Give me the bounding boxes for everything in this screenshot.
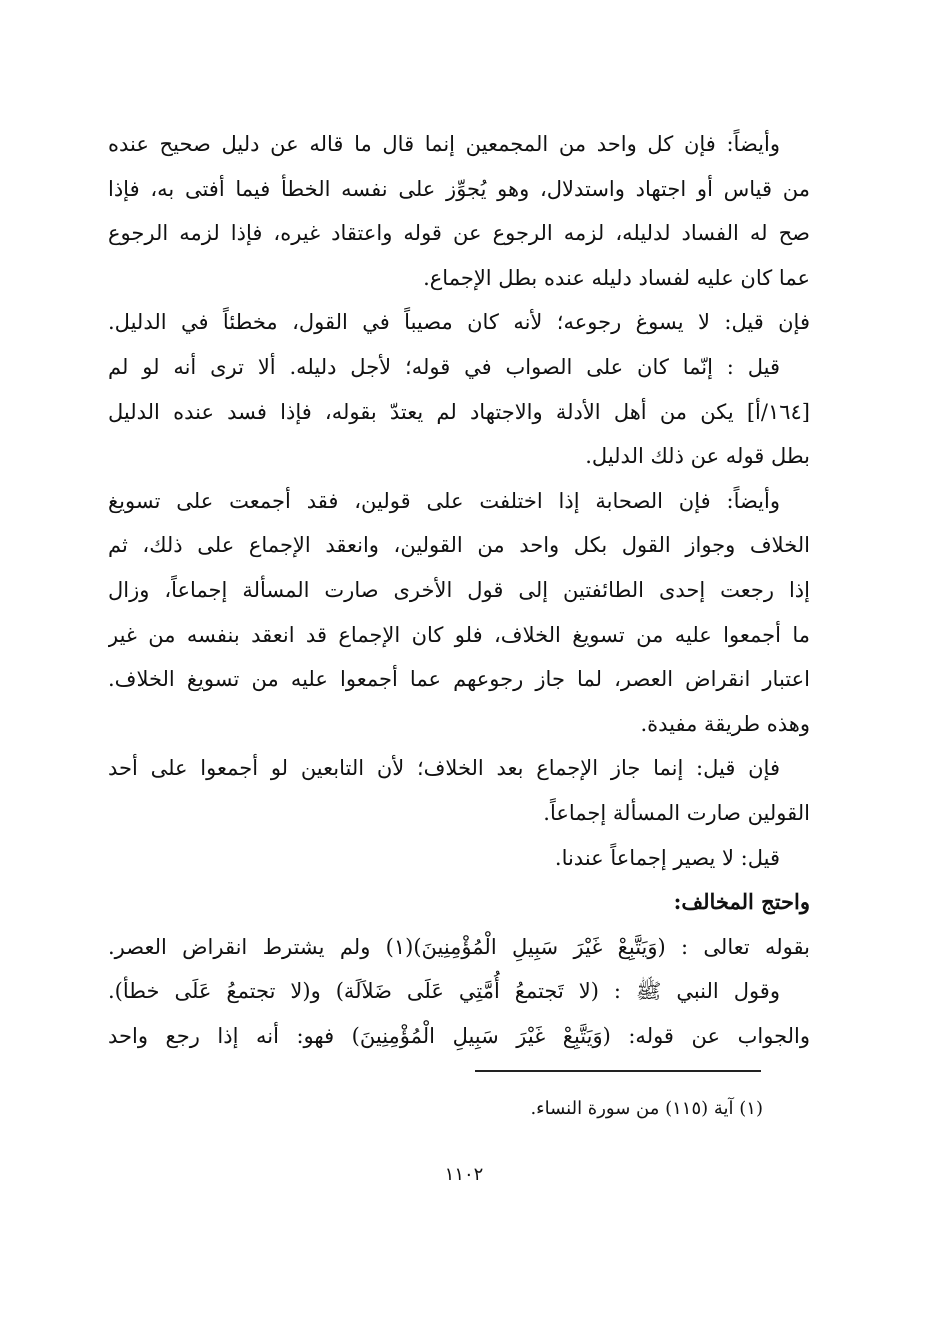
text-line: عما كان عليه لفساد دليله عنده بطل الإجماع. xyxy=(423,265,810,290)
text-line: [١٦٤/أ] يكن من أهل الأدلة والاجتهاد لم يعتدّ بقوله، فإذا فسد عنده الدليل xyxy=(108,399,810,424)
text-line: وقول النبي ﷺ : (لا تَجتمعُ أُمَّتِي عَلَى ضَلاَلَة) و(لا تجتمعُ عَلَى خطأ). xyxy=(108,979,780,1004)
text-line: الخلاف وجواز القول بكل واحد من القولين، وانعقد الإجماع على ذلك، ثم xyxy=(108,533,810,558)
text-line: بطل قوله عن ذلك الدليل. xyxy=(585,444,810,469)
text-line: وهذه طريقة مفيدة. xyxy=(640,711,810,736)
text-line: إذا رجعت إحدى الطائفتين إلى قول الأخرى صارت المسألة إجماعاً، وزال xyxy=(108,577,810,602)
footnote: (١) آية (١١٥) من سورة النساء. xyxy=(530,1098,763,1119)
text-line: بقوله تعالى : (وَيَتَّبِعْ غَيْرَ سَبِيلِ الْمُؤْمِنِينَ)(١) ولم يشترط انقراض العصر. xyxy=(108,934,810,959)
text-line: والجواب عن قوله: (وَيَتَّبِعْ غَيْرَ سَبِيلِ الْمُؤْمِنِينَ) فهو: أنه إذا رجع واحد xyxy=(108,1023,810,1048)
text-line: وأيضاً: فإن الصحابة إذا اختلفت على قولين، فقد أجمعت على تسويغ xyxy=(108,488,780,513)
text-line: فإن قيل: إنما جاز الإجماع بعد الخلاف؛ لأن التابعين لو أجمعوا على أحد xyxy=(108,756,780,781)
text-line: صح له الفساد لدليله، لزمه الرجوع عن قوله واعتقاد غيره، فإذا لزمه الرجوع xyxy=(108,221,810,246)
text-line: اعتبار انقراض العصر، لما جاز رجوعهم عما أجمعوا عليه من تسويغ الخلاف. xyxy=(108,667,810,692)
page-number: ١١٠٢ xyxy=(444,1164,484,1185)
text-line: فإن قيل: لا يسوغ رجوعه؛ لأنه كان مصيباً في القول، مخطئاً في الدليل. xyxy=(108,310,810,335)
footnote-separator xyxy=(475,1070,761,1072)
text-line: من قياس أو اجتهاد واستدلال، وهو يُجوِّز على نفسه الخطأ فيما أفتى به، فإذا xyxy=(108,176,810,201)
section-heading: واحتج المخالف: xyxy=(673,889,810,915)
text-line: القولين صارت المسألة إجماعاً. xyxy=(543,800,810,825)
text-line: وأيضاً: فإن كل واحد من المجمعين إنما قال ما قاله عن دليل صحيح عنده xyxy=(108,132,780,156)
text-line: ما أجمعوا عليه من تسويغ الخلاف، فلو كان الإجماع قد انعقد بنفسه من غير xyxy=(108,622,810,647)
text-line: قيل : إنّما كان على الصواب في قوله؛ لأجل دليله. ألا ترى أنه لو لم xyxy=(108,354,780,379)
text-line: قيل: لا يصير إجماعاً عندنا. xyxy=(554,845,780,870)
main-text-block xyxy=(108,122,810,1058)
